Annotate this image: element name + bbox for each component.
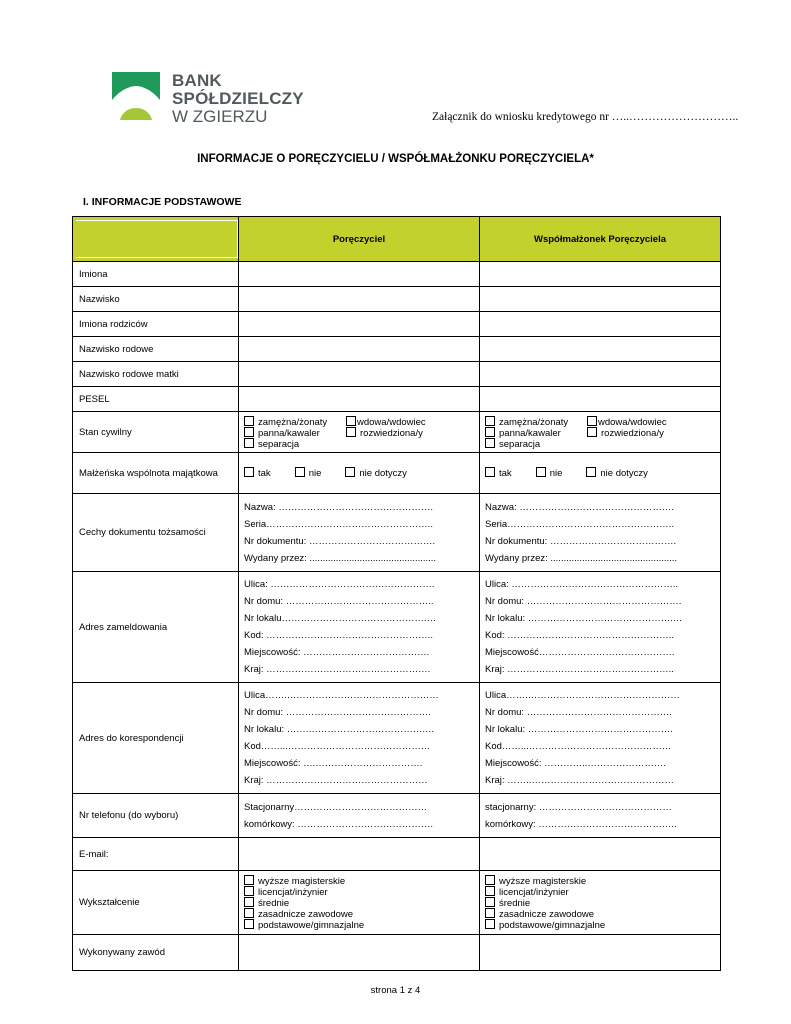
header-empty-cell xyxy=(73,217,239,262)
wspolnota-spouse: tak nie nie dotyczy xyxy=(480,453,721,494)
checkbox-education[interactable] xyxy=(485,919,495,929)
basic-info-table xyxy=(72,216,721,971)
field-zawod-spouse[interactable] xyxy=(480,935,721,971)
document-title: INFORMACJE O PORĘCZYCIELU / WSPÓŁMAŁŻONKU PORĘCZYCIELA* xyxy=(197,153,594,165)
stan-cywilny-guarantor: zamężna/żonaty wdowa/wdowiec panna/kawaler rozwiedziona/y separacja xyxy=(239,412,480,453)
table-row xyxy=(73,494,721,572)
label-nazwisko-rodowe-matki: Nazwisko rodowe matki xyxy=(73,362,239,387)
bank-logo xyxy=(112,72,302,128)
field-nazwisko-spouse[interactable] xyxy=(480,287,721,312)
adres-korespondencji-guarantor[interactable]: Ulica…….………………………………………… Nr domu: ………………………………………. Nr lokalu: …….……………………………….… Kod……...……………………………………… Miejscowość: ….……………………………. Kraj: …………………………………………… xyxy=(239,683,480,794)
checkbox-nie-dotyczy[interactable] xyxy=(345,467,355,477)
table-row xyxy=(73,572,721,683)
field-pesel-spouse[interactable] xyxy=(480,387,721,412)
checkbox-education[interactable] xyxy=(244,875,254,885)
field-email-guarantor[interactable] xyxy=(239,838,480,871)
checkbox-nie-dotyczy[interactable] xyxy=(586,467,596,477)
adres-zameldowania-guarantor[interactable]: Ulica: ……………………………………………. Nr domu: ……………………………………….. Nr lokalu……………………………………….… Kod: …………………………………………….. Miejscowość: …………………………………. Kraj: ……………………………………………. xyxy=(239,572,480,683)
table-row xyxy=(73,387,721,412)
logo-line-2: SPÓŁDZIELCZY xyxy=(172,89,304,108)
field-zawod-guarantor[interactable] xyxy=(239,935,480,971)
field-imiona-rodzicow-guarantor[interactable] xyxy=(239,312,480,337)
field-pesel-guarantor[interactable] xyxy=(239,387,480,412)
logo-line-1: BANK xyxy=(172,71,222,90)
checkbox-married[interactable] xyxy=(244,416,254,426)
checkbox-education[interactable] xyxy=(485,886,495,896)
header-spouse: Współmałżonek Poręczyciela xyxy=(480,217,721,262)
table-header-row xyxy=(73,217,721,262)
cechy-spouse[interactable]: Nazwa: …………………………………………. Seria…………………………………………….. Nr dokumentu: …………………………………. Wydany przez: ................................................ xyxy=(480,494,721,572)
stan-cywilny-spouse: zamężna/żonaty wdowa/wdowiec panna/kawaler rozwiedziona/y separacja xyxy=(480,412,721,453)
checkbox-education[interactable] xyxy=(485,875,495,885)
table-row xyxy=(73,362,721,387)
adres-korespondencji-spouse[interactable]: Ulica…….………………………………………… Nr domu: ………………………………………. Nr lokalu: ………………………………………. Kod……...……………………………………… Miejscowość: …………..……………………. Kraj: ……..……………………………………… xyxy=(480,683,721,794)
checkbox-single[interactable] xyxy=(485,427,495,437)
label-email: E-mail: xyxy=(73,838,239,871)
table-row xyxy=(73,453,721,494)
field-nazwisko-rodowe-matki-spouse[interactable] xyxy=(480,362,721,387)
field-imiona-spouse[interactable] xyxy=(480,262,721,287)
label-imiona-rodzicow: Imiona rodziców xyxy=(73,312,239,337)
checkbox-nie[interactable] xyxy=(536,467,546,477)
table-row xyxy=(73,871,721,935)
table-row xyxy=(73,412,721,453)
telefon-spouse[interactable]: stacjonarny: …………………………………… komórkowy: …………………………………….. xyxy=(480,794,721,838)
field-nazwisko-guarantor[interactable] xyxy=(239,287,480,312)
checkbox-separation[interactable] xyxy=(244,438,254,448)
checkbox-nie[interactable] xyxy=(295,467,305,477)
checkbox-tak[interactable] xyxy=(244,467,254,477)
checkbox-education[interactable] xyxy=(485,908,495,918)
telefon-guarantor[interactable]: Stacjonarny…………………………………… komórkowy: ……………………………………. xyxy=(239,794,480,838)
field-nazwisko-rodowe-guarantor[interactable] xyxy=(239,337,480,362)
checkbox-separation[interactable] xyxy=(485,438,495,448)
checkbox-tak[interactable] xyxy=(485,467,495,477)
attachment-note: Załącznik do wniosku kredytowego nr …..……………………….. xyxy=(432,111,739,123)
label-nazwisko: Nazwisko xyxy=(73,287,239,312)
wyksztalcenie-guarantor: wyższe magisterskie licencjat/inżynier średnie zasadnicze zawodowe podstawowe/gimnazjalne xyxy=(239,871,480,935)
field-nazwisko-rodowe-spouse[interactable] xyxy=(480,337,721,362)
table-row xyxy=(73,262,721,287)
logo-line-3: W ZGIERZU xyxy=(172,107,268,126)
label-pesel: PESEL xyxy=(73,387,239,412)
label-zawod: Wykonywany zawód xyxy=(73,935,239,971)
cechy-guarantor[interactable]: Nazwa: …………………………………………. Seria…………………………………………….. Nr dokumentu: …………………………………. Wydany przez: ................................................ xyxy=(239,494,480,572)
checkbox-widowed[interactable] xyxy=(587,416,597,426)
checkbox-education[interactable] xyxy=(244,897,254,907)
field-email-spouse[interactable] xyxy=(480,838,721,871)
checkbox-widowed[interactable] xyxy=(346,416,356,426)
page-number: strona 1 z 4 xyxy=(370,985,421,996)
label-adres-korespondencji: Adres do korespondencji xyxy=(73,683,239,794)
label-stan-cywilny: Stan cywilny xyxy=(73,412,239,453)
table-row xyxy=(73,287,721,312)
bank-logo-icon xyxy=(112,72,162,122)
checkbox-divorced[interactable] xyxy=(346,427,356,437)
field-nazwisko-rodowe-matki-guarantor[interactable] xyxy=(239,362,480,387)
checkbox-education[interactable] xyxy=(244,908,254,918)
label-wspolnota: Małżeńska wspólnota majątkowa xyxy=(73,453,239,494)
table-row xyxy=(73,337,721,362)
label-imiona: Imiona xyxy=(73,262,239,287)
table-row xyxy=(73,794,721,838)
label-telefon: Nr telefonu (do wyboru) xyxy=(73,794,239,838)
label-adres-zameldowania: Adres zameldowania xyxy=(73,572,239,683)
checkbox-married[interactable] xyxy=(485,416,495,426)
field-imiona-rodzicow-spouse[interactable] xyxy=(480,312,721,337)
wspolnota-guarantor: tak nie nie dotyczy xyxy=(239,453,480,494)
checkbox-education[interactable] xyxy=(244,919,254,929)
label-nazwisko-rodowe: Nazwisko rodowe xyxy=(73,337,239,362)
table-row xyxy=(73,683,721,794)
checkbox-education[interactable] xyxy=(485,897,495,907)
field-imiona-guarantor[interactable] xyxy=(239,262,480,287)
table-row xyxy=(73,935,721,971)
section-title: I. INFORMACJE PODSTAWOWE xyxy=(83,196,242,208)
label-cechy: Cechy dokumentu tożsamości xyxy=(73,494,239,572)
wyksztalcenie-spouse: wyższe magisterskie licencjat/inżynier średnie zasadnicze zawodowe podstawowe/gimnazjalne xyxy=(480,871,721,935)
label-wyksztalcenie: Wykształcenie xyxy=(73,871,239,935)
adres-zameldowania-spouse[interactable]: Ulica: …………………………………………….. Nr domu: …………………………………………. Nr lokalu: ……………………………………….… Kod: …………………………………………….. Miejscowość……………………………………. Kraj: …………………………………………….. xyxy=(480,572,721,683)
table-row xyxy=(73,312,721,337)
checkbox-single[interactable] xyxy=(244,427,254,437)
checkbox-divorced[interactable] xyxy=(587,427,597,437)
checkbox-education[interactable] xyxy=(244,886,254,896)
header-guarantor: Poręczyciel xyxy=(239,217,480,262)
table-row xyxy=(73,838,721,871)
